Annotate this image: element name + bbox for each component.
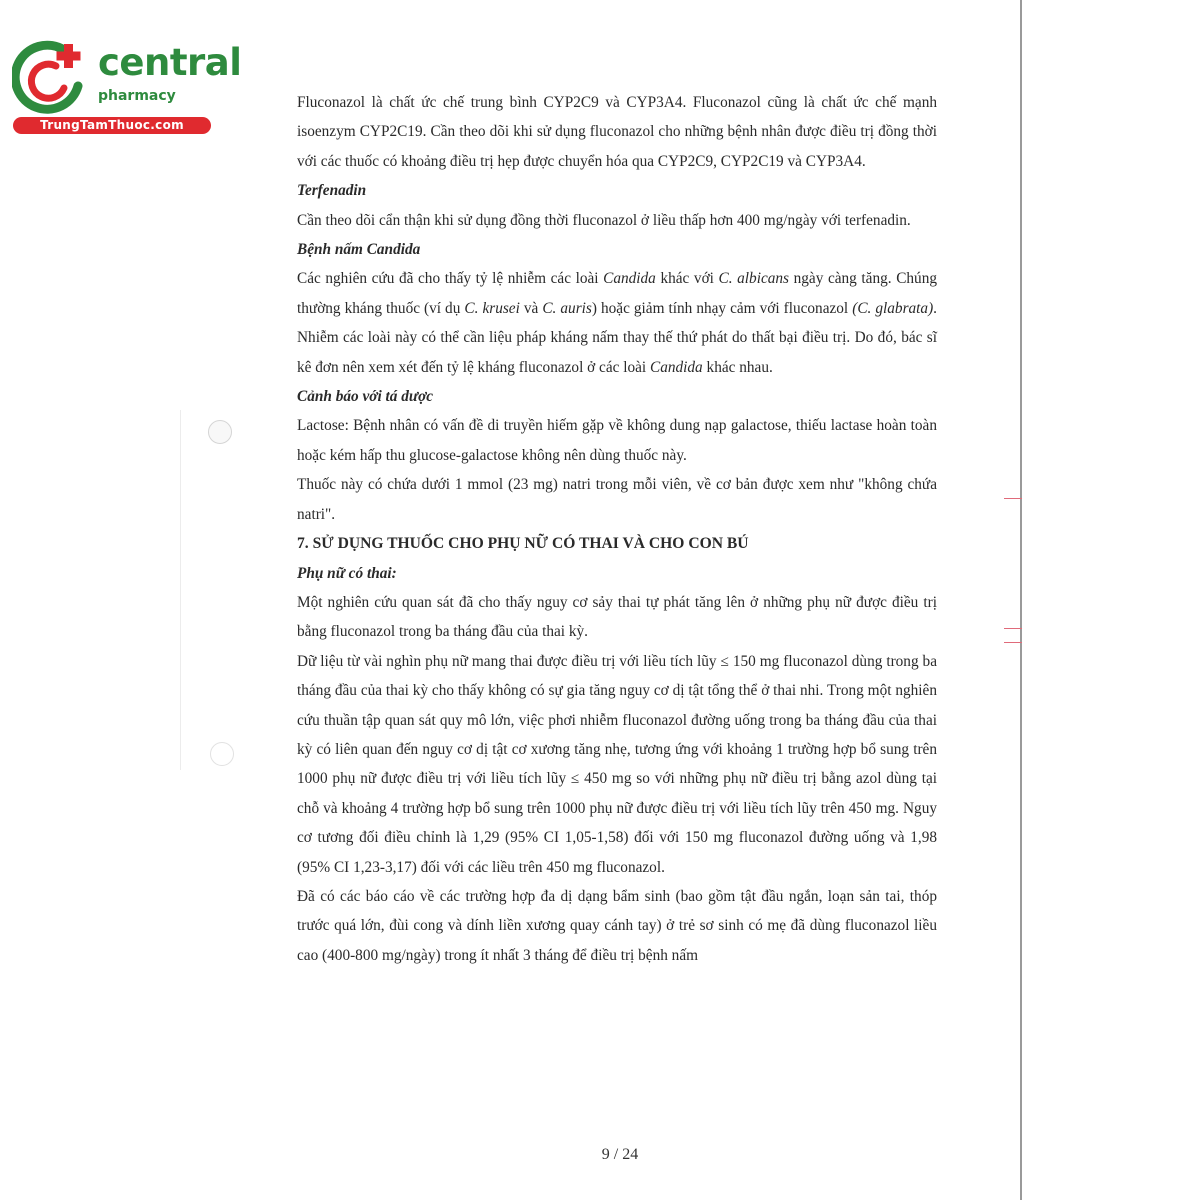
text-run: Một nghiên cứu quan sát đã cho thấy nguy cơ sảy thai tự phát tăng lên ở những phụ nữ được điều trị bằng fluconazol trong ba tháng đầu của thai kỳ. xyxy=(297,593,937,641)
text-run: ) hoặc giảm tính nhạy cảm với fluconazol xyxy=(591,299,853,317)
text-run: . Nhiễm các loài này có thể cần liệu pháp kháng nấm thay thế thứ phát do thất bại điều trị. Do đó, bác sĩ kê đơn nên xem xét đến tỷ lệ kháng fluconazol ở các loài xyxy=(297,299,937,376)
subheading: Bệnh nấm Candida xyxy=(297,241,421,259)
subheading: Terfenadin xyxy=(297,182,367,200)
body-paragraph xyxy=(297,206,937,235)
text-run: Đã có các báo cáo về các trường hợp đa dị dạng bẩm sinh (bao gồm tật đầu ngắn, loạn sản tai, thóp trước quá lớn, đùi cong và dính liền xương quay cánh tay) ở trẻ sơ sinh có mẹ đã dùng fluconazol liều cao (400-800 mg/ngày) trong ít nhất 3 tháng để điều trị bệnh nấm xyxy=(297,887,937,964)
page-edge-divider xyxy=(1020,0,1022,1200)
text-run: khác với xyxy=(655,270,719,288)
page-number: 9 / 24 xyxy=(601,1146,639,1163)
text-run: và xyxy=(519,299,543,317)
logo-website-link[interactable]: TrungTamThuoc.com xyxy=(13,117,211,134)
body-paragraph xyxy=(297,647,937,882)
italic-term: C. albicans xyxy=(718,270,789,288)
punch-hole-bottom xyxy=(210,742,234,766)
body-paragraph xyxy=(297,882,937,970)
document-body xyxy=(297,88,937,970)
body-paragraph xyxy=(297,264,937,382)
pharmacy-cross-icon xyxy=(12,40,90,116)
logo-subtitle: pharmacy xyxy=(98,88,176,104)
logo-brand-name: central xyxy=(98,41,242,84)
text-run: Cần theo dõi cẩn thận khi sử dụng đồng thời fluconazol ở liều thấp hơn 400 mg/ngày với terfenadin. xyxy=(297,211,911,229)
scan-margin-shadow xyxy=(180,410,181,770)
central-pharmacy-logo xyxy=(10,38,242,138)
text-run: Lactose: Bệnh nhân có vấn đề di truyền hiếm gặp về không dung nạp galactose, thiếu lactase hoàn toàn hoặc kém hấp thu glucose-galactose không nên dùng thuốc này. xyxy=(297,417,937,464)
text-run: khác nhau. xyxy=(702,358,773,376)
text-run: Thuốc này có chứa dưới 1 mmol (23 mg) natri trong mỗi viên, về cơ bản được xem như "không chứa natri". xyxy=(297,476,937,523)
italic-term: Candida xyxy=(603,270,656,288)
text-run: Các nghiên cứu đã cho thấy tỷ lệ nhiễm các loài xyxy=(297,270,604,288)
body-paragraph xyxy=(297,588,937,647)
text-run: ngày càng tăng. Chúng thường kháng thuốc (ví dụ xyxy=(297,270,937,317)
text-run: Fluconazol là chất ức chế trung bình CYP2C9 và CYP3A4. Fluconazol cũng là chất ức chế mạnh isoenzym CYP2C19. Cần theo dõi khi sử dụng fluconazol cho những bệnh nhân được điều trị đồng thời với các thuốc có khoảng điều trị hẹp được chuyển hóa qua CYP2C9, CYP2C19 và CYP3A4. xyxy=(297,94,937,170)
subheading: Cảnh báo với tá dược xyxy=(297,388,434,406)
italic-term: (C. glabrata) xyxy=(852,299,934,317)
text-run: Dữ liệu từ vài nghìn phụ nữ mang thai được điều trị với liều tích lũy ≤ 150 mg fluconazol dùng trong ba tháng đầu của thai kỳ cho thấy không có sự gia tăng nguy cơ dị tật tổng thể ở thai nhi. Trong một nghiên cứu thuần tập quan sát quy mô lớn, việc phơi nhiễm fluconazol đường uống trong ba tháng đầu của thai kỳ có liên quan đến nguy cơ dị tật cơ xương tăng nhẹ, tương ứng với khoảng 1 trường hợp bổ sung trên 1000 phụ nữ được điều trị với liều tích lũy ≤ 450 mg so với những phụ nữ điều trị bằng azol dùng tại chỗ và khoảng 4 trường hợp bổ sung trên 1000 phụ nữ được điều trị với liều tích lũy trên 450 mg. Nguy cơ tương đối điều chỉnh là 1,29 (95% CI 1,05-1,58) đối với 150 mg fluconazol đường uống và 1,98 (95% CI 1,23-3,17) đối với các liều trên 450 mg fluconazol. xyxy=(297,652,937,876)
subheading: Phụ nữ có thai: xyxy=(297,564,397,582)
italic-term: C. auris xyxy=(542,299,592,317)
body-paragraph xyxy=(297,411,937,470)
section-heading: 7. SỬ DỤNG THUỐC CHO PHỤ NỮ CÓ THAI VÀ CHO CON BÚ xyxy=(297,535,749,553)
body-paragraph xyxy=(297,88,937,176)
body-paragraph xyxy=(297,470,937,529)
punch-hole-top xyxy=(208,420,232,444)
italic-term: C. krusei xyxy=(464,299,520,317)
italic-term: Candida xyxy=(650,358,703,376)
